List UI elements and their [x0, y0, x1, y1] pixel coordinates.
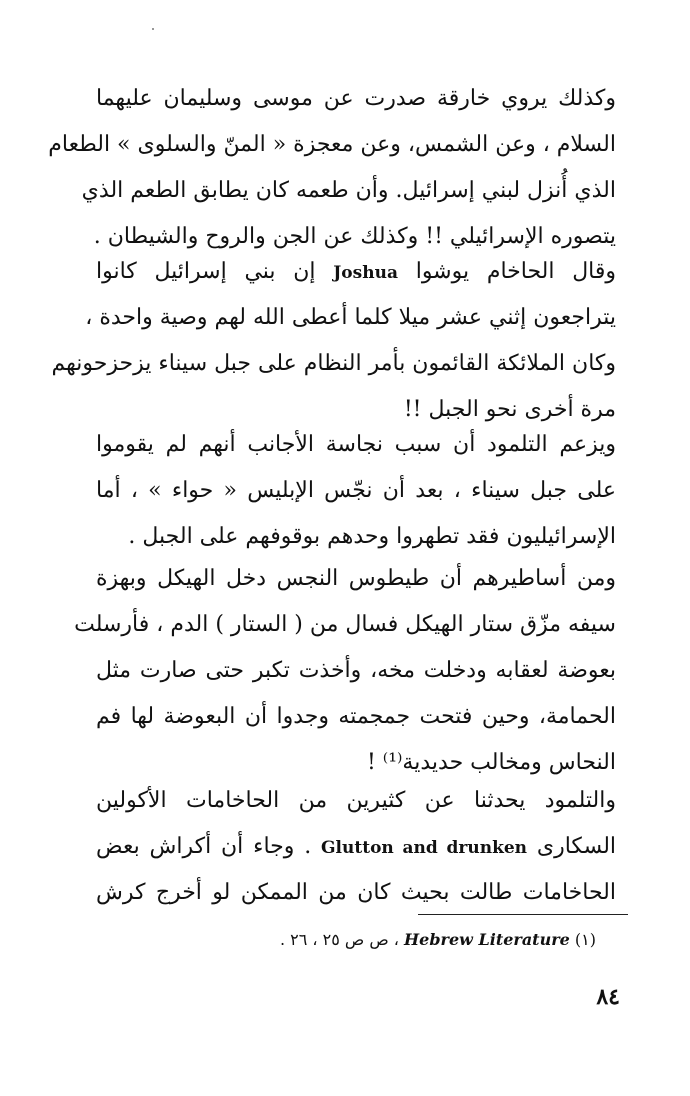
text-line: يتصوره الإسرائيلي !! وكذلك عن الجن والروح والشيطان .: [93, 224, 616, 249]
text-segment: إن بني إسرائيل كانوا: [96, 259, 316, 284]
text-line: بعوضة لعقابه ودخلت مخه، وأخذت تكبر حتى صارت مثل: [96, 658, 616, 683]
text-line: يتراجعون إثني عشر ميلا كلما أعطى الله لهم وصية واحدة ،: [85, 305, 616, 330]
text-line: الإسرائيليون فقد تطهروا وحدهم بوقوفهم على الجبل .: [128, 524, 616, 549]
footnote-marker: (١): [574, 930, 596, 949]
text-line: والتلمود يحدثنا عن كثيرين من الحاخامات الأكولين: [96, 788, 616, 813]
page-number: ٨٤: [596, 984, 620, 1010]
scan-speck: [152, 28, 154, 30]
text-line: وكان الملائكة القائمون بأمر النظام على جبل سيناء يزحزحونهم: [51, 351, 616, 376]
paragraph-3: [96, 422, 616, 560]
text-line-mixed: [96, 249, 616, 295]
text-line: الحمامة، وحين فتحت جمجمته وجدوا أن البعوضة لها فم: [96, 704, 616, 729]
paragraph-2: [51, 249, 617, 433]
text-segment: . وجاء أن أكراش بعض: [96, 834, 312, 859]
text-line: الذي أُنزل لبني إسرائيل. وأن طعمه كان يطابق الطعم الذي: [81, 178, 616, 203]
footnote-pages: ، ص ص ٢٥ ، ٢٦ .: [279, 930, 399, 949]
text-line: النحاس ومخالب حديدية⁽¹⁾ !: [366, 750, 616, 775]
text-line: الحاخامات طالت بحيث كان من الممكن لو أخرج كرش: [96, 880, 616, 905]
text-segment: السكارى: [536, 834, 617, 859]
text-line: سيفه مزّق ستار الهيكل فسال من ( الستار ) الدم ، فأرسلت: [74, 612, 616, 637]
footnote: [196, 926, 596, 954]
text-segment: وقال الحاخام يوشوا: [415, 259, 617, 284]
latin-name: Joshua: [333, 263, 398, 283]
text-line-mixed: [96, 824, 616, 870]
text-line: ويزعم التلمود أن سبب نجاسة الأجانب أنهم لم يقوموا: [96, 432, 616, 457]
footnote-divider: [418, 914, 628, 915]
latin-phrase: Glutton and drunken: [321, 838, 528, 858]
footnote-book-title: Hebrew Literature: [404, 930, 570, 949]
text-line: السلام ، وعن الشمس، وعن معجزة « المنّ والسلوى » الطعام: [48, 132, 616, 157]
text-line: مرة أخرى نحو الجبل !!: [403, 397, 616, 422]
text-line: وكذلك يروي خارقة صدرت عن موسى وسليمان عليهما: [96, 86, 616, 111]
paragraph-4: [74, 556, 616, 786]
text-line: ومن أساطيرهم أن طيطوس النجس دخل الهيكل وبهزة: [96, 566, 616, 591]
paragraph-5: [96, 778, 616, 916]
text-line: على جبل سيناء ، بعد أن نجّس الإبليس « حواء » ، أما: [96, 478, 616, 503]
paragraph-1: [48, 76, 616, 260]
